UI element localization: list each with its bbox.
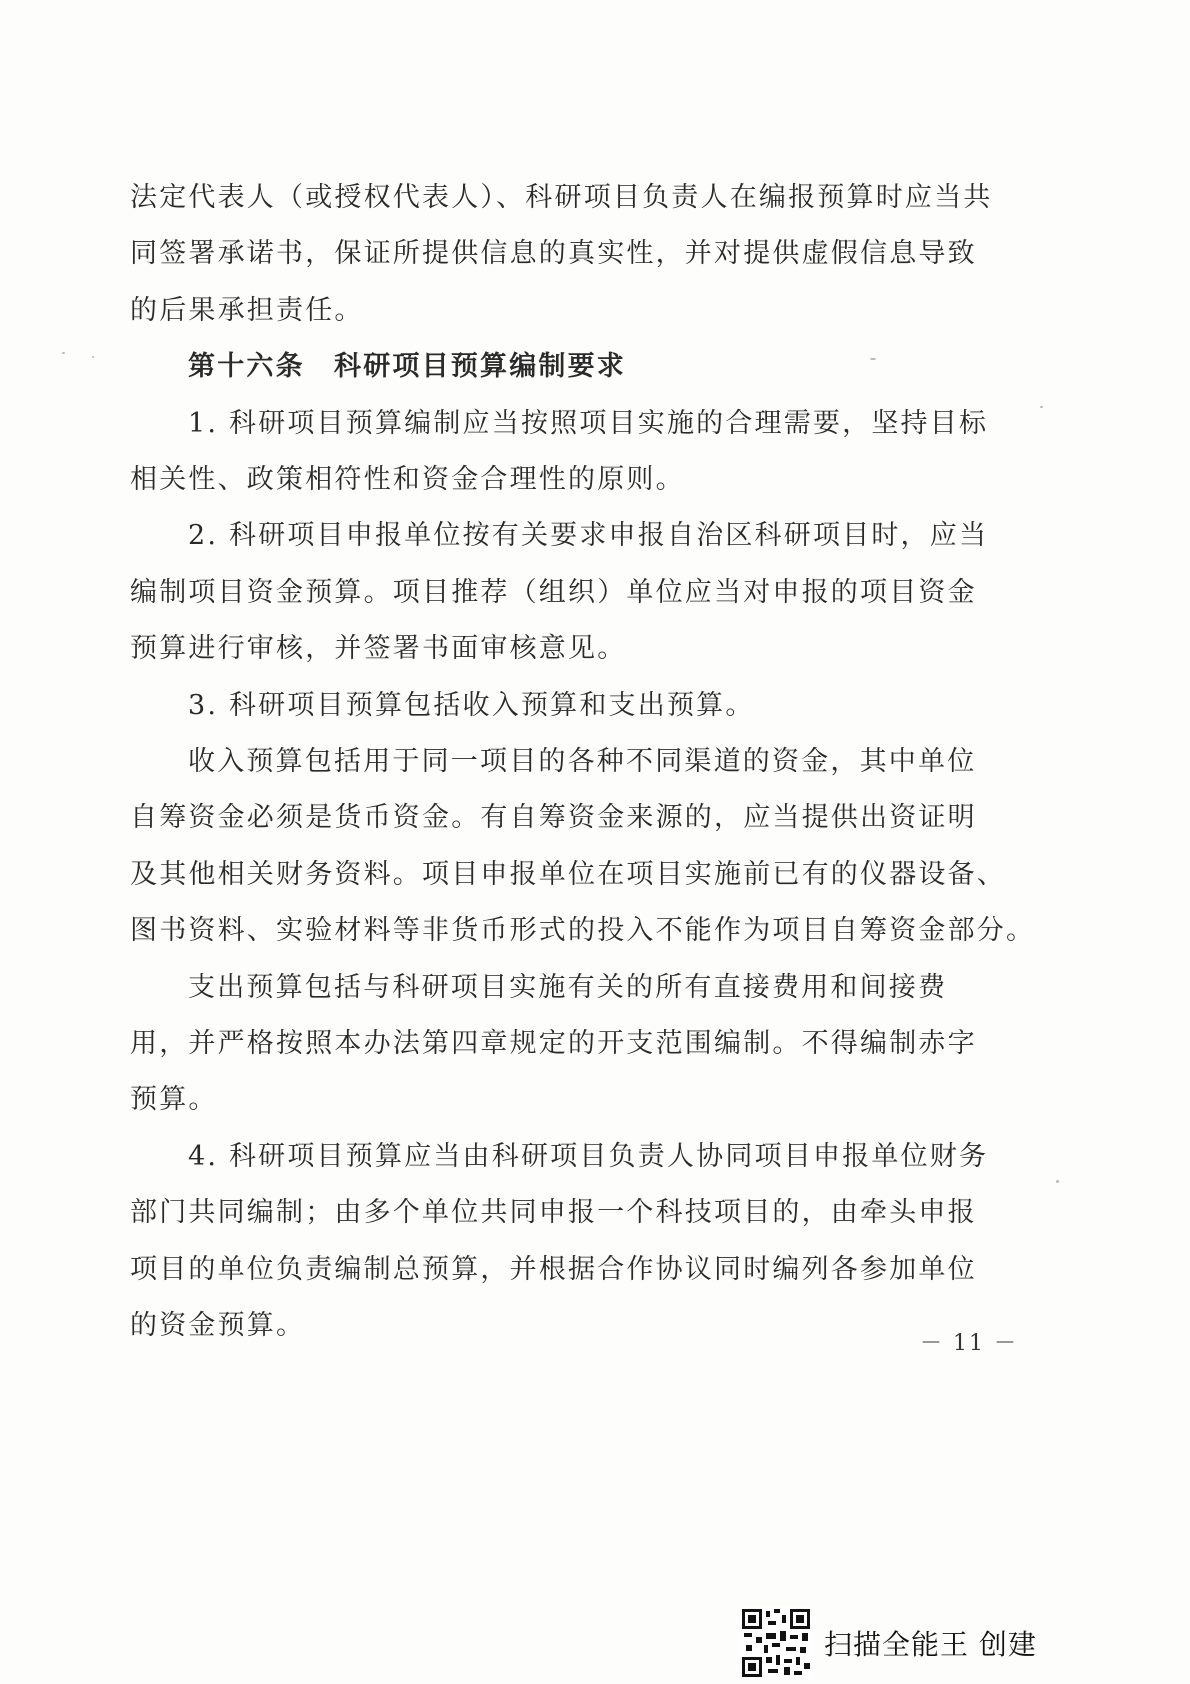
text-line: 预算进行审核，并签署书面审核意见。 (130, 633, 627, 665)
text-line: 预算。 (130, 1084, 218, 1116)
text-line: 项目的单位负责编制总预算，并根据合作协议同时编列各参加单位 (130, 1253, 977, 1285)
text-line: 支出预算包括与科研项目实施有关的所有直接费用和间接费 (188, 971, 948, 1003)
text-line: 相关性、政策相符性和资金合理性的原则。 (130, 464, 685, 495)
text-line: 法定代表人（或授权代表人）、科研项目负责人在编报预算时应当共 (130, 182, 993, 213)
qr-code-icon (740, 1607, 812, 1679)
article-heading: 第十六条 科研项目预算编制要求 (188, 351, 626, 383)
text-line: 4. 科研项目预算应当由科研项目负责人协同项目申报单位财务 (188, 1140, 989, 1172)
text-line: 的资金预算。 (130, 1310, 306, 1341)
text-line: 同签署承诺书，保证所提供信息的真实性，并对提供虚假信息导致 (130, 238, 977, 270)
text-line: 用，并严格按照本办法第四章规定的开支范围编制。不得编制赤字 (130, 1028, 977, 1059)
text-line: 3. 科研项目预算包括收入预算和支出预算。 (188, 689, 755, 721)
text-line: 自筹资金必须是货币资金。有自筹资金来源的，应当提供出资证明 (130, 802, 977, 834)
page-number: － 11 － (920, 1331, 1018, 1356)
text-line: 2. 科研项目申报单位按有关要求申报自治区科研项目时，应当 (188, 520, 989, 552)
text-line: 1. 科研项目预算编制应当按照项目实施的合理需要，坚持目标 (188, 407, 989, 439)
text-line: 及其他相关财务资料。项目申报单位在项目实施前已有的仪器设备、 (130, 858, 1006, 890)
scanner-watermark (740, 1606, 1037, 1680)
text-line: 图书资料、实验材料等非货币形式的投入不能作为项目自筹资金部分。 (130, 915, 1036, 947)
text-line: 的后果承担责任。 (130, 294, 364, 326)
text-line: 收入预算包括用于同一项目的各种不同渠道的资金，其中单位 (188, 746, 977, 777)
text-line: 编制项目资金预算。项目推荐（组织）单位应当对申报的项目资金 (130, 576, 977, 608)
watermark-label: 扫描全能王 创建 (824, 1628, 1037, 1661)
text-line: 部门共同编制；由多个单位共同申报一个科技项目的，由牵头申报 (130, 1197, 977, 1229)
